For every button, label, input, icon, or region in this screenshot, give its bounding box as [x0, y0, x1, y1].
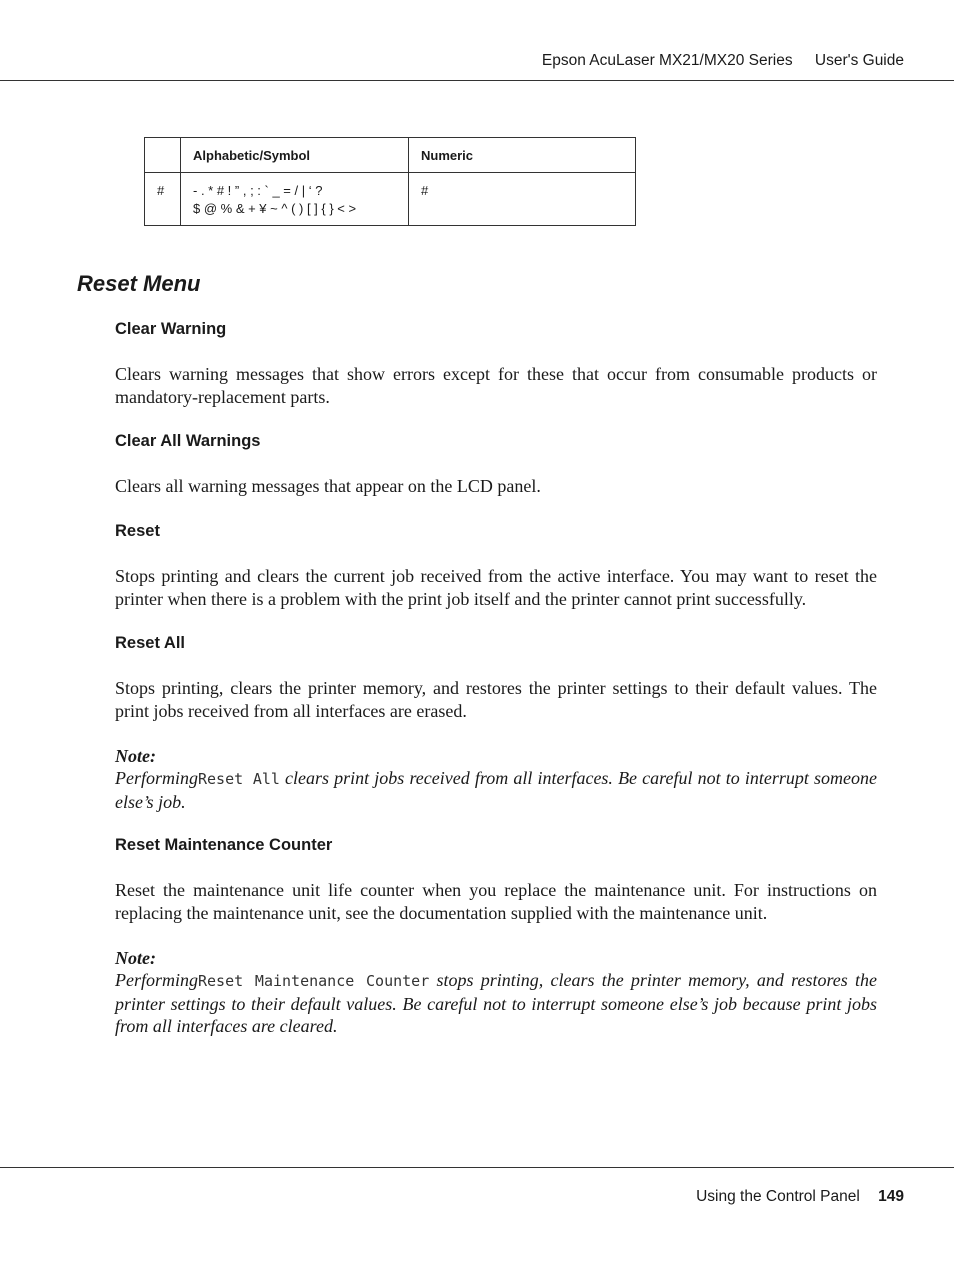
- reset-all-text: Stops printing, clears the printer memory, and restores the printer settings to their default values. The print jobs received from all interfaces are erased.: [115, 678, 877, 721]
- guide-label: User's Guide: [814, 52, 904, 69]
- table-cell: #: [145, 173, 181, 226]
- page-number: 149: [878, 1188, 904, 1205]
- menu-code: Reset All: [198, 770, 280, 788]
- note-suffix: stops printing, clears the printer memory, and restores the printer settings to their default values. Be careful not to interrupt someone else’s job because print jobs from all interfaces are cleared.: [115, 970, 877, 1036]
- table-header-cell: [145, 138, 181, 173]
- table-header-cell: Alphabetic/Symbol: [181, 138, 409, 173]
- symbol-line: $ @ % & + ¥ ~ ^ ( ) [ ] { } < >: [193, 201, 357, 216]
- character-table: [144, 137, 636, 226]
- table-cell: [181, 173, 409, 226]
- note-label: Note:: [115, 948, 156, 968]
- reset-maintenance-note: [115, 969, 877, 1038]
- menu-code: Reset Maintenance Counter: [198, 972, 430, 990]
- page-footer: [696, 1186, 904, 1208]
- table-cell: #: [409, 173, 636, 226]
- table-row: [145, 173, 636, 226]
- reset-maintenance-text: Reset the maintenance unit life counter when you replace the maintenance unit. For instructions on replacing the maintenance unit, see the documentation supplied with the maintenance unit.: [115, 880, 877, 923]
- clear-all-warnings-heading: Clear All Warnings: [115, 432, 261, 450]
- clear-all-warnings-text: Clears all warning messages that appear on the LCD panel.: [115, 476, 541, 496]
- symbol-line: - . * # ! ” , ; : ` _ = / | ‘ ?: [193, 183, 323, 198]
- clear-warning-text: Clears warning messages that show errors except for these that occur from consumable products or mandatory-replacement parts.: [115, 364, 877, 407]
- note-prefix: Performing: [115, 768, 198, 788]
- note-label: Note:: [115, 746, 156, 766]
- reset-all-note: [115, 767, 877, 813]
- note-suffix: clears print jobs received from all interfaces. Be careful not to interrupt someone else’s job.: [115, 768, 877, 812]
- header-rule: [0, 80, 954, 81]
- reset-heading: Reset: [115, 522, 160, 540]
- note-prefix: Performing: [115, 970, 198, 990]
- clear-warning-heading: Clear Warning: [115, 320, 227, 338]
- section-title: Reset Menu: [77, 271, 201, 296]
- reset-text: Stops printing and clears the current job received from the active interface. You may want to reset the printer when there is a problem with the print job itself and the printer cannot print successfully.: [115, 566, 877, 609]
- footer-section: Using the Control Panel: [696, 1188, 860, 1205]
- table-header-row: [145, 138, 636, 173]
- table-header-cell: Numeric: [409, 138, 636, 173]
- document-title: Epson AcuLaser MX21/MX20 Series: [541, 52, 793, 69]
- page-header: [542, 50, 904, 72]
- reset-all-heading: Reset All: [115, 634, 185, 652]
- footer-rule: [0, 1167, 954, 1168]
- reset-maintenance-heading: Reset Maintenance Counter: [115, 836, 333, 854]
